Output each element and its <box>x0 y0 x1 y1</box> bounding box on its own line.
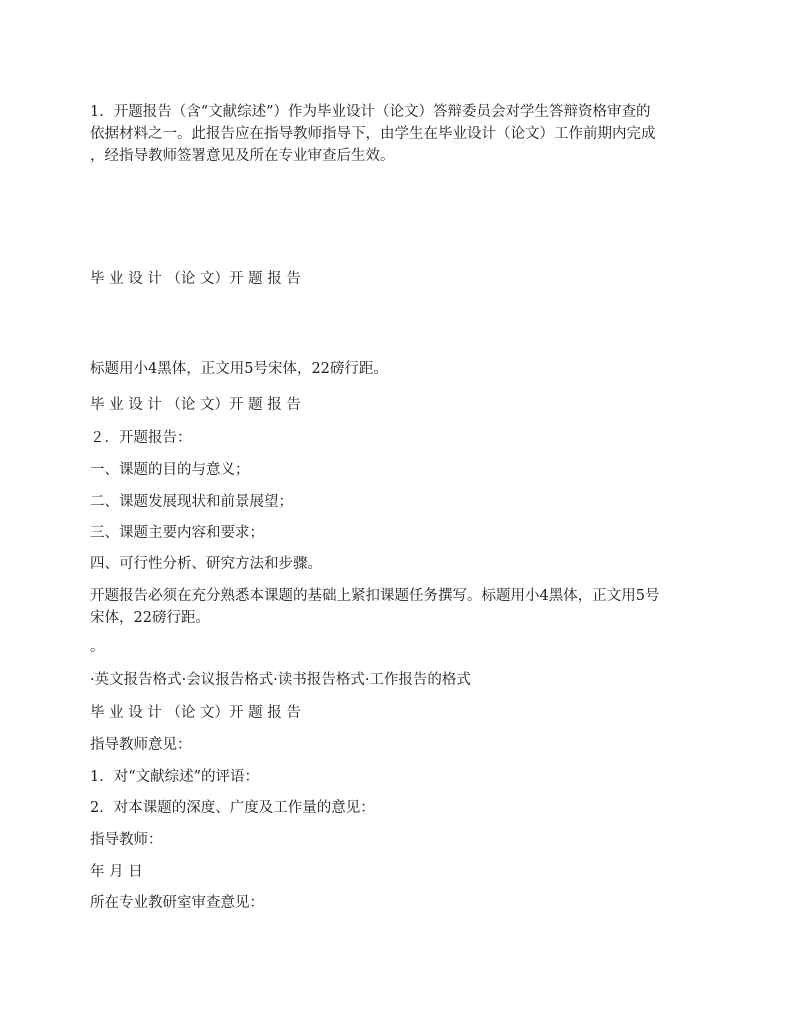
intro-line-1: 1．开题报告（含“文献综述”）作为毕业设计（论文）答辩委员会对学生答辩资格审查的 <box>90 104 651 120</box>
opinion-item-1: 1．对“文献综述”的评语： <box>90 769 260 785</box>
stray-period: 。 <box>90 639 105 655</box>
requirement-line-2: 宋体，22磅行距。 <box>90 610 210 626</box>
report-heading-2: 毕 业 设 计 （论 文）开 题 报 告 <box>90 397 301 413</box>
intro-paragraph <box>90 101 720 167</box>
related-report-links[interactable]: ·英文报告格式·会议报告格式·读书报告格式·工作报告的格式 <box>90 672 471 688</box>
report-heading-1: 毕 业 设 计 （论 文）开 题 报 告 <box>90 271 301 287</box>
item-content: 三、课题主要内容和要求； <box>90 525 264 541</box>
advisor-signature-label: 指导教师： <box>90 832 163 848</box>
report-heading-3: 毕 业 设 计 （论 文）开 题 报 告 <box>90 705 301 721</box>
intro-line-3: ，经指导教师签署意见及所在专业审查后生效。 <box>90 148 395 164</box>
item-status: 二、课题发展现状和前景展望； <box>90 494 293 510</box>
advisor-opinion-label: 指导教师意见： <box>90 737 192 753</box>
format-note: 标题用小4黑体，正文用5号宋体，22磅行距。 <box>90 361 388 377</box>
item-feasibility: 四、可行性分析、研究方法和步骤。 <box>90 556 322 572</box>
date-line: 年 月 日 <box>90 864 143 880</box>
intro-line-2: 依据材料之一。此报告应在指导教师指导下，由学生在毕业设计（论文）工作前期内完成 <box>90 126 656 142</box>
requirement-line-1: 开题报告必须在充分熟悉本课题的基础上紧扣课题任务撰写。标题用小4黑体，正文用5号 <box>90 588 660 604</box>
item-purpose: 一、课题的目的与意义； <box>90 462 250 478</box>
section-2-title: ２．开题报告： <box>90 430 192 446</box>
department-opinion-label: 所在专业教研室审查意见： <box>90 895 264 911</box>
opinion-item-2: 2．对本课题的深度、广度及工作量的意见： <box>90 800 375 816</box>
requirement-paragraph <box>90 585 720 629</box>
